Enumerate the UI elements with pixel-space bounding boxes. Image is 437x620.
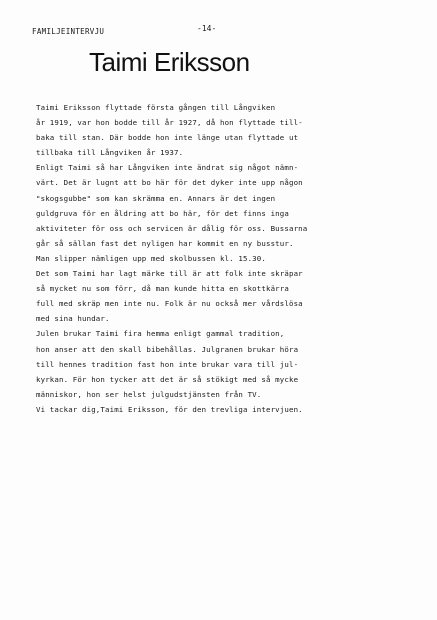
text-line: Enligt Taimi så har Långviken inte ändrat sig något nämn- <box>36 163 299 173</box>
text-line: Julen brukar Taimi fira hemma enligt gammal tradition, <box>36 329 285 339</box>
page-number: -14- <box>197 24 217 33</box>
text-line: Man slipper nämligen upp med skolbussen kl. 15.30. <box>36 253 266 263</box>
text-line: Vi tackar dig,Taimi Eriksson, för den trevliga intervjuen. <box>36 404 303 414</box>
text-line: hon anser att den skall bibehållas. Julgranen brukar höra <box>36 344 299 354</box>
section-header: FAMILJEINTERVJU <box>32 27 105 36</box>
text-line: värt. Det är lugnt att bo här för det dyker inte upp någon <box>36 178 303 188</box>
text-line: Det som Taimi har lagt märke till är att folk inte skräpar <box>36 269 303 279</box>
text-line: Taimi Eriksson flyttade första gången till Långviken <box>36 103 276 112</box>
text-line: baka till stan. Där bodde hon inte länge utan flyttade ut <box>36 133 299 143</box>
text-line: går så sällan fast det nyligen har kommit en ny busstur. <box>36 238 294 248</box>
page-title: Taimi Eriksson <box>89 47 250 77</box>
text-line: år 1919, var hon bodde till år 1927, då hon flyttade till- <box>36 118 303 128</box>
body-text <box>36 100 426 417</box>
text-line: med sina hundar. <box>36 314 110 324</box>
text-line: kyrkan. För hon tycker att det är så stökigt med så mycke <box>36 374 299 384</box>
text-line: full med skräp men inte nu. Folk är nu också mer vårdslösa <box>36 299 303 309</box>
text-line: till hennes tradition fast hon inte brukar vara till jul- <box>36 359 299 369</box>
text-line: "skogsgubbe" som kan skrämma en. Annars är det ingen <box>36 193 276 203</box>
text-line: så mycket nu som förr, då man kunde hitta en skottkärra <box>36 284 289 294</box>
text-line: människor, hon ser helst julgudstjänsten från TV. <box>36 389 262 399</box>
text-line: tillbaka till Långviken år 1937. <box>36 148 184 158</box>
text-line: guldgruva för en åldring att bo här, för det finns inga <box>36 208 289 218</box>
text-line: aktiviteter för oss och servicen är dålig för oss. Bussarna <box>36 223 308 233</box>
